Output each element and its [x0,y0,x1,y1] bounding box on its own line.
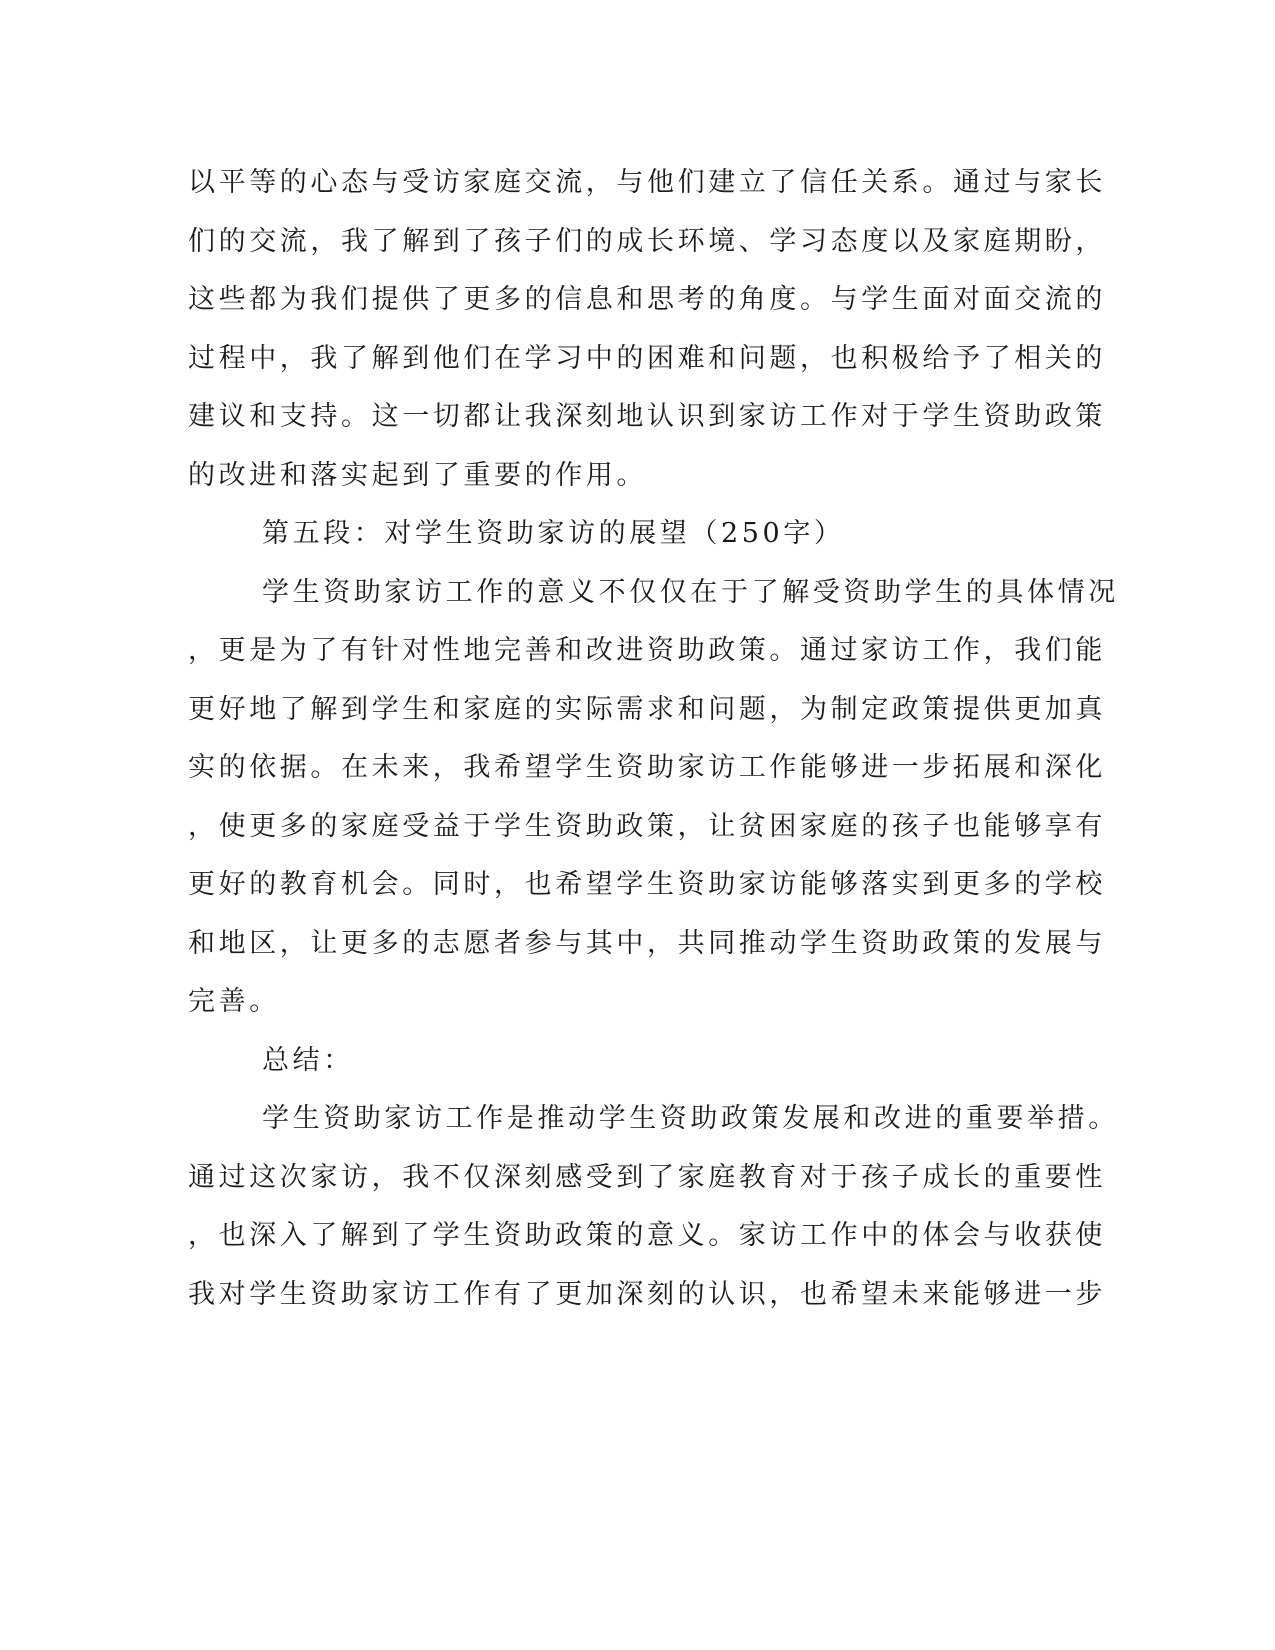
paragraph-line: 们的交流，我了解到了孩子们的成长环境、学习态度以及家庭期盼， [188,226,1106,257]
paragraph-line: 通过这次家访，我不仅深刻感受到了家庭教育对于孩子成长的重要性 [188,1162,1106,1193]
section-heading: 第五段：对学生资助家访的展望（250字） [262,518,845,549]
paragraph-line: 完善。 [188,986,280,1017]
paragraph-line: 我对学生资助家访工作有了更加深刻的认识，也希望未来能够进一步 [188,1279,1106,1310]
paragraph-line: 的改进和落实起到了重要的作用。 [188,460,647,491]
paragraph-line: ，也深入了解到了学生资助政策的意义。家访工作中的体会与收获使 [188,1220,1106,1251]
paragraph-line: 更好的教育机会。同时，也希望学生资助家访能够落实到更多的学校 [188,869,1106,900]
section-heading: 总结： [262,1045,354,1076]
paragraph-line: 以平等的心态与受访家庭交流，与他们建立了信任关系。通过与家长 [188,167,1106,198]
paragraph-line: 这些都为我们提供了更多的信息和思考的角度。与学生面对面交流的 [188,284,1106,315]
paragraph-line: 过程中，我了解到他们在学习中的困难和问题，也积极给予了相关的 [188,343,1106,374]
paragraph-line: ，使更多的家庭受益于学生资助政策，让贫困家庭的孩子也能够享有 [188,811,1106,842]
paragraph-line: 学生资助家访工作是推动学生资助政策发展和改进的重要举措。 [262,1103,1119,1134]
paragraph-line: ，更是为了有针对性地完善和改进资助政策。通过家访工作，我们能 [188,635,1106,666]
paragraph-line: 更好地了解到学生和家庭的实际需求和问题，为制定政策提供更加真 [188,694,1106,725]
paragraph-line: 学生资助家访工作的意义不仅仅在于了解受资助学生的具体情况 [262,577,1119,608]
paragraph-line: 和地区，让更多的志愿者参与其中，共同推动学生资助政策的发展与 [188,928,1106,959]
paragraph-line: 实的依据。在未来，我希望学生资助家访工作能够进一步拓展和深化 [188,752,1106,783]
paragraph-line: 建议和支持。这一切都让我深刻地认识到家访工作对于学生资助政策 [188,401,1106,432]
